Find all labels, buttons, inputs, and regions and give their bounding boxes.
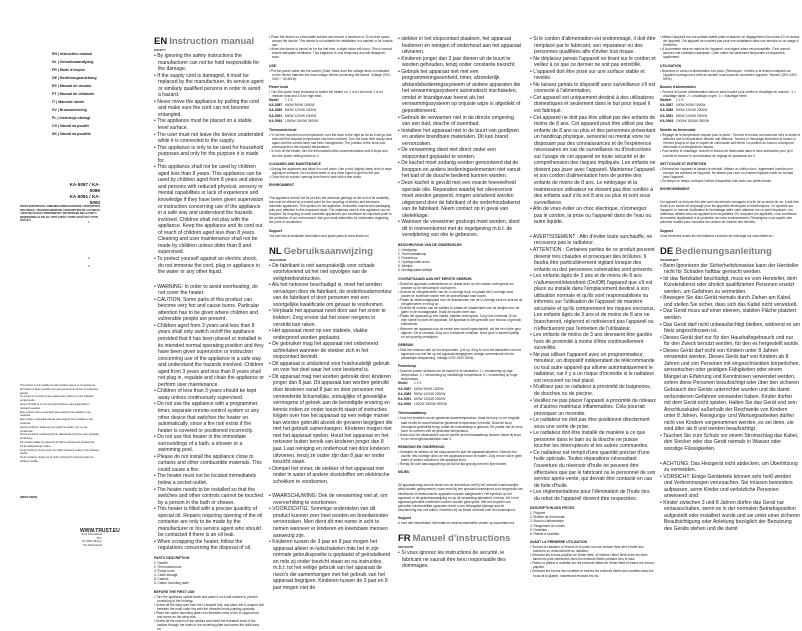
- spacer: [398, 525, 523, 533]
- safety-bullet: • CAUTION: Some parts of this product can become very hot and cause burns. Particular attention has to be given where children and vulnerable people are present.: [154, 297, 264, 323]
- language-index-item: CS | Návod na použití: [52, 124, 89, 128]
- weee-number: (WEEE 80820): [20, 496, 38, 499]
- safety-bullet: • Dit apparaat is uitsluitend voor huishoudelijk gebruik en voor het doel waar het voor bestemd is.: [269, 361, 393, 374]
- safety-bullet: • Gebruik de verwarmer niet in de directe omgeving van een bad, douche of zwembad.: [398, 115, 523, 128]
- safety-bullet: • N'utilisez pas ce radiateur à proximité de baignoires, de douches ou de piscine.: [530, 384, 656, 397]
- section-title: [269, 246, 393, 257]
- instruction-bullet: • Tournez le radiateur à l'envers et le poser sur une surface lisse afin d'éviter des traînures ou renfoncement au radiateur.: [530, 545, 656, 553]
- body-text: U kunt alle beschikbare informatie en reserveonderdelen vinden op www.trister.eu!: [398, 521, 515, 525]
- body-text: 5. Wieltjes: [398, 264, 413, 269]
- body-text: You can find all available information and spare parts at www.trister.eu!: [269, 233, 369, 238]
- language-code: FR: [398, 533, 411, 545]
- body-text: 4. Opbergruimte snoer: [398, 260, 430, 265]
- spacer: [530, 226, 656, 234]
- model-cell: KA-5087: [660, 103, 674, 108]
- body-text: 6. Castor mounting plate: [154, 581, 189, 586]
- safety-bullet: • This appliance shall not be used by children aged less than 8 years. This appliance can be used by children aged from 8 years and above and persons with reduced physical, sensory or mental capabilities or lack of experience and knowledge if they have been given supervision or instruction concerning use of the appliance in a safe way and understand the hazards involved. Children shall not play with the appliance. Keep the appliance and its cord out of reach of children aged less than 8 years. Cleaning and user maintenance shall not be made by children unless older than 8 and supervised.: [154, 164, 264, 256]
- body-text: Vous trouverez toutes les informations et pièces de rechange sur www.trister.eu !: [660, 233, 775, 238]
- subsection-heading: BESCHRIJVING VAN DE ONDERDELEN: [398, 242, 462, 247]
- instruction-bullet: • Sluit het netsnoer aan op het stopcontact. (Let op: Zorg er voor het aansluiten van het apparaat voor dat het op het apparaat aangegeven voltage overeenkomt met de plaatselijke netspanning. Voltage 220V-240V 50Hz).: [398, 348, 523, 360]
- spacer: [154, 276, 264, 284]
- instruction-bullet: • Placez la platine à roulettes sur les embouts filetés de l'étrier fileté et vissez les écrous-papillon.: [530, 561, 656, 569]
- subsection-heading: MILIEU: [398, 470, 410, 475]
- safety-bullet: • Als het netsnoer beschadigd is, moet het worden vervangen door de fabrikant, de onderhoudsmonteur van de fabrikant of door personen met een soortgelijke kwalificatie om gevaar te voorkomen.: [269, 282, 393, 308]
- body-text: 6. Platine à roulettes: [530, 531, 560, 536]
- language-index-item: FR | Mode d'emploi: [52, 68, 85, 72]
- wattage-cell: 800W 1200W 2000W: [285, 113, 317, 118]
- subsection-heading: USE: [269, 63, 276, 68]
- body-text: 6. Montageplaat wieltjes: [398, 268, 433, 273]
- column-fr-de: [660, 35, 800, 533]
- instruction-bullet: • Place the device on a flat stable surface and ensure a minimum of 10 cm free space around the device. This device is not suitable for installation in a cabinet or for outside use.: [269, 35, 393, 47]
- safety-bullet: • Veuillez ne pas placer l'appareil à proximité de rideaux et d'autres matériaux inflammables. Cela pourrait provoquer un incendie.: [530, 398, 656, 418]
- safety-bullet: • This heater is filled with a precise quantity of special oil. Repairs requiring opening of the oil container are only to be made by the manufacturer or his service agent who should be contacted if there is an oil leak.: [154, 506, 264, 539]
- column-fr: [530, 36, 656, 578]
- power-table: [269, 98, 393, 124]
- model-cell: Modèle: [660, 98, 672, 103]
- wattage-cell: 1 2 3: [285, 98, 293, 103]
- model-cell: Model: [269, 98, 279, 103]
- section-title: [398, 533, 523, 544]
- power-table-row: [398, 402, 523, 407]
- language-index-item: SK | Návod na použitie: [52, 132, 91, 136]
- safety-bullet: • De verwarming dient niet direct onder een stopcontact geplaatst te worden.: [398, 147, 523, 160]
- subsection-heading: Support: [269, 228, 282, 233]
- usage-note: Questo prodotto è adatto solo per spazi ben isolati o per un uso occasionale.: [20, 425, 88, 433]
- subsection-heading: Support: [398, 516, 411, 520]
- parts-description-heading: PARTS DESCRIPTION / ONDERDELENBESCHRIJVING / DESCRIPTION DES PIÈCES / TEILEBESCHREIBUNG / DESCRIPCIÓN DE LAS PIEZAS / DESCRIÇÃO DOS COMPONENTES / DESCRIZIONE DELLE PARTI / BESKRIVNING AV DELAR / OPIS CZĘŚCI / POPIS SOUČÁSTÍ / POPIS SÚČASTÍ: [20, 205, 100, 223]
- body-text: 1. Handgreep: [398, 247, 418, 252]
- instruction-bullet: • Put the power cable into the socket. (Note: Make sure the voltage which is indicated on the device matches the local voltage before connecting the device. Voltage 220V-240V ~ 50-60Hz).: [269, 69, 393, 81]
- instruction-bullet: • Plaats de wielmontageplaat over de draadeinden van de U-vormige bout en schroef de vleugelmoeren er terug op.: [398, 298, 523, 306]
- safety-bullet: • De gebruiker mag het apparaat niet onbeheerd achterlaten wanneer de stekker zich in het stopcontact bevindt.: [269, 341, 393, 361]
- power-table: [398, 381, 523, 407]
- safety-bullet: • Si le cordon d'alimentation est endommagé, il doit être remplacé par le fabricant, son réparateur ou des personnes qualifiées afin d'éviter tout risque.: [530, 36, 656, 56]
- model-cell: KA-5093: [398, 402, 412, 407]
- safety-bullet: • By ignoring the safety instructions the manufacturer can not be hold responsible for the damage.: [154, 53, 264, 73]
- safety-bullet: • Kinder zwischen 3 und 8 Jahren dürfen das Gerät nur ein/ausschalten, wenn es in der normalen Betriebsposition aufgestellt oder installiert wurde und sie unter einer sicheren Beaufsichtigung oder Anleitung bezüglich der Benutzung des Geräts stehen und die damit: [660, 500, 800, 533]
- subsection-heading: Power knob: [269, 84, 289, 89]
- safety-bullet: • Cet appareil ne doit pas être utilisé par des enfants de moins de 8 ans. Cet appareil peut être utilisé par des enfants de 8 ans ou plus et des personnes présentant un handicap physique, sensoriel ou mental voire ne disposant pas des connaissances et de l'expérience nécessaires en cas de surveillance ou d'instructions sur l'usage de cet appareil en toute sécurité et de compréhension des risques impliqués. Les enfants ne doivent pas jouer avec l'appareil. Maintenez l'appareil et son cordon d'alimentation hors de portée des enfants de moins de 8 ans. Le nettoyage et la maintenance utilisateur ne doivent pas être confiés à des enfants sauf s'ils ont 8 ans ou plus et sont sous surveillance.: [530, 115, 656, 207]
- model-cell: KA-5093: [269, 118, 283, 123]
- model-cell: KA-5087: [269, 103, 283, 108]
- address-line: Trust International B.V.: [81, 533, 102, 540]
- safety-bullet: • stekker in het stopcontact plaatsen, het apparaat bedienen en reinigen of onderhoud aan het apparaat uitvoeren.: [398, 36, 523, 56]
- safety-bullet: • Children aged from 3 years and less than 8 years shall only switch on/off the appliance provided that it has been placed or installed in its intended normal operating position and they have been given supervision or instruction concerning use of the appliance in a safe way and understand the hazards involved. Children aged from 3 years and less than 8 years shall not plug in, regulate and clean the appliance or perform user maintenance.: [154, 323, 264, 388]
- body-text: 4. Rangement du cordon: [530, 523, 566, 528]
- instruction-bullet: • Dévissez les écrous des roulettes et insérez les embouts filetés des roulettes dans les trous de la platine, maintenant revissez les vis.: [530, 569, 656, 577]
- safety-bullet: • Ne pas utiliser l'appareil avec un programmateur, minuteur, un dispositif indépendant de télécommande ou tout autre appareil qui allume automatiquement le radiateur, car il y a un risque d'incendie si le radiateur est recouvert ou mal placé.: [530, 352, 656, 385]
- model-cell: KA-5089: [660, 108, 674, 113]
- body-text: 3. Powerknop: [398, 256, 418, 261]
- language-index-item: IT | Manuale utente: [52, 100, 85, 104]
- safety-bullet: • De kachel moet zodanig worden gemonteerd dat de knoppen en andere bedieningselementen niet vanuit het bad of de douche bediend kunnen worden.: [398, 160, 523, 180]
- language-index-item: PT | Manual do utilizador: [52, 92, 95, 96]
- section-title-text: Instruction manual: [169, 36, 255, 47]
- body-text: 2. Thermostat knob: [154, 565, 182, 570]
- spacer: [660, 238, 800, 246]
- column-en: [154, 36, 264, 631]
- instruction-bullet: • Turn the appliance upside down and place it on a soft surface to prevent scratching of the housing.: [154, 595, 264, 603]
- instruction-bullet: • Reinig de lucht aanzuigopening van tijd tot tijd grondig met een fijne borstel.: [398, 462, 523, 466]
- safety-bullet: • Cet appareil est uniquement destiné à des utilisations domestiques et seulement dans le but pour lequel il est fabriqué.: [530, 95, 656, 115]
- instruction-bullet: • Tournez le bouton d'alimentation dans le sens horaire pour mettre le chauffage en marche : 1 = chauffage faible, 2 = chauffage moyen, 3 = chauffage élevé.: [660, 90, 800, 98]
- safety-bullet: • Afin de vous éviter un choc électrique, n'immergez pas le cordon, la prise ou l'appareil dans de l'eau ou autre liquide.: [530, 206, 656, 226]
- body-text: 3. Power knob: [154, 569, 175, 574]
- instruction-bullet: • Plaats het apparaat op een vlakke, stabiele ondergrond. Zorg voor minimaal 10 cm vrije ruimte rondom het apparaat. Dit apparaat is niet geschikt voor inbouw of gebruik buitenshuis.: [398, 314, 523, 326]
- model-cell: KA-5093: [660, 118, 674, 123]
- spacer: [269, 485, 393, 493]
- safety-bullet: • Bewegen Sie das Gerät niemals durch Ziehen am Kabel, und stellen Sie sicher, dass sich das Kabel nicht verwickelt.: [660, 295, 800, 308]
- safety-bullet: • VORSICHT: Einige Geräteteile können sehr heiß werden und Verbrennungen verursachen. Sie müssen besonders aufpassen, wenn Kinder und verletzliche Personen anwesend sind.: [660, 474, 800, 500]
- language-code: EN: [154, 36, 168, 47]
- subsection-heading: Molette du thermostat: [660, 128, 696, 133]
- instruction-bullet: • Draai voor het uitschakelen van de kachel de thermostaatknop linksom totdat hij stopt en de vermogensschakelaar naar 0.: [398, 433, 523, 441]
- body-text: 5. Castors: [154, 577, 169, 582]
- subsection-heading: GEBRUIK: [398, 342, 414, 347]
- figure-number: 1: [88, 220, 90, 224]
- usage-note: This product is only suitable for well insulated spaces or occasional use.: [20, 384, 97, 387]
- safety-bullet: • Wanneer de verwarmer gesloopt moet worden, dient dit in overeenkomst met de regelgeving m.b.t. de verwijdering van olie te gebeuren.: [398, 219, 523, 239]
- power-table-row: [269, 119, 393, 124]
- subsection-heading: ENVIRONMENT: [269, 182, 295, 187]
- wattage-cell: 600W 900W 1500W: [414, 386, 444, 391]
- body-text: 5. Roulettes: [530, 527, 548, 532]
- instruction-bullet: • Clean the air suction opening from time to time with a fine brush.: [269, 175, 393, 179]
- wattage-cell: 1 2 3: [676, 98, 684, 103]
- language-code: NL: [269, 245, 282, 257]
- safety-bullet: • Le radiateur ne doit pas être positionné directement sous une sortie de prise.: [530, 417, 656, 430]
- model-cell: KA-5091: [398, 397, 412, 401]
- safety-bullet: • If the supply cord is damaged, it must be replaced by the manufacturer, its service agent or similarly qualified persons in order to avoid a hazard.: [154, 73, 264, 99]
- subsection-heading: ENVIRONNEMENT: [660, 186, 690, 191]
- wattage-cell: 600W 900W 1500W: [285, 103, 315, 108]
- instruction-bullet: • Turn the power knob clockwise to switch the heater on, 1 is for low heat, 2 is for medium heat and 3 is for high heat.: [269, 90, 393, 98]
- usage-note: Dit product is alleen geschikt voor goed geïsoleerde ruimten of incidenteel gebruik.: [20, 387, 99, 395]
- wattage-cell: 800W 1200W 2000W: [676, 108, 708, 113]
- section-title-text: Gebruiksaanwijzing: [283, 245, 373, 257]
- safety-bullet: • Gebruik het apparaat niet met een programmeringseenheid, timer, afzonderlijk afstandsbedieningssysteem of andere apparaten die het verwarmingssysteem automatisch inschakelen, omdat er brandgevaar heerst als het verwarmingssysteem op onjuiste wijze is afgedekt of gepositioneerd.: [398, 69, 523, 115]
- instruction-bullet: • To set the required room temperature: turn the knob to the right as far as it will go and wait until the required temperature has been reached. Turn the knob then slowly back again until the control lamp has been extinguished. The position of the knob now corresponds to the required temperature.: [269, 133, 393, 149]
- language-index-item: PL | Instrukcja obsługi: [52, 116, 91, 120]
- safety-bullet: • Ce radiateur est rempli d'une quantité précise d'une huile spéciale. Toutes réparations nécessitant l'ouverture du réservoir d'huile ne peuvent être effectuées que par le fabricant ou le personnel de son service après-vente, qui devrait être contacté en cas de fuite d'huile.: [530, 450, 656, 489]
- subsection-heading: BEFORE THE FIRST USE: [154, 589, 195, 594]
- usage-note: Tento produkt je vhodný pouze pro dobře izolované prostory nebo občasné použití.: [20, 448, 100, 456]
- body-text: 4. Cable storage: [154, 573, 178, 578]
- instruction-bullet: • Dévissez les écrous-papillon de l'étrier fileté, et insérez l'étrier fileté entre les deux lames les plus extérieures avec les embouts filetés pointant vers le haut.: [530, 553, 656, 561]
- instruction-bullet: • Unplug the appliance and allow it to cool down. Use a soft, slightly damp cloth to wipe appliance surfaces. Do not allow water or any other liquid to get into the unit.: [269, 167, 393, 175]
- safety-bullet: • Verplaats het apparaat nooit door aan het snoer te trekken. Zorg ervoor dat het snoer nergens in verstrikt kan raken.: [269, 308, 393, 328]
- instruction-bullet: • Place the castor mounting plate over threaded ends of the U-shaped bolt and screw on the wing nuts.: [154, 611, 264, 619]
- subsection-label: SICHERHEIT: [660, 257, 679, 262]
- safety-bullet: • Dieses Gerät darf nur für den Haushaltsgebrauch und nur für den Zweck benutzt werden, für den es hergestellt wurde.: [660, 335, 800, 348]
- usage-note: Este producto solo es adecuado para espacios bien aislados o uso ocasional.: [20, 410, 91, 418]
- subsection-heading: CLEANING AND MAINTENANCE: [269, 161, 321, 166]
- safety-bullet: • Les enfants âgés de 3 ans et de moins de 8 ans n'allumeront/éteindront (On/Off) l'appareil que s'il est placé ou installé dans l'emplacement destiné à son utilisation normale et qu'ils sont responsabilisés ou informés sur l'utilisation de l'appareil de manière sécurisée et qu'ils comprennent les risques encourus. Les enfants âgés de 3 ans et de moins de 8 ans ne brancheront, régleront et nettoieront pas l'appareil ou n'effectueront pas l'entretien de l'utilisateur.: [530, 273, 656, 332]
- safety-bullet: • Please do not install the appliance close to curtains and other combustible materials. This could cause a fire.: [154, 454, 264, 474]
- safety-bullet: • Ne laissez jamais le dispositif sans surveillance s'il est connecté à l'alimentation.: [530, 82, 656, 95]
- spacer: [269, 188, 393, 196]
- subsection-heading: DESCRIPTION DES PIÈCES: [530, 506, 575, 511]
- power-table-row: [660, 119, 800, 124]
- safety-bullet: • ATTENTION : Certaines parties de ce produit peuvent devenir très chaudes et provoquer des brûlures. Il faudra être particulièrement vigilant lorsque des enfants ou des personnes vulnérables sont présents.: [530, 247, 656, 273]
- usage-note: Dieses Produkt ist nur für gut isolierte Räume oder gelegentlichen Gebrauch geeignet.: [20, 402, 90, 410]
- instruction-bullet: • Voor het instellen van de gewenste kamertemperatuur: draai de knop zo ver mogelijk naar rechts en wacht totdat de gewenste temperatuur is bereikt. Draai de knop vervolgens geleidelijk terug, totdat de controlelamp is gedoofd. De positie van de knop komt nu overeen met de gewenste temperatuur.: [398, 416, 523, 432]
- safety-bullet: • Installeer het apparaat niet in de buurt van gordijnen en andere brandbare materialen. Dit kan brand veroorzaken.: [398, 128, 523, 148]
- safety-bullet: • Kinderen jonger dan 3 jaar dienen uit de buurt te worden gehouden, tenzij onder constante toezicht.: [398, 56, 523, 69]
- safety-bullet: • Kinderen tussen de 3 jaar en 8 jaar mogen het apparaat alleen in-/uitschakelen mits het in zijn normale gebruikspositie is geplaatst of geïnstalleerd en mits zij onder toezicht staan en na instructies m.b.t. tot het veilige gebruik van het apparaat de risico's die samenhangen met het gebruik van het apparaat begrijpen. Kinderen tussen de 3 jaar en 8 jaar mogen niet de: [269, 539, 393, 591]
- subsection-heading: PARTS DESCRIPTION: [154, 556, 190, 561]
- safety-bullet: • Das Gerät muss auf einer ebenen, stabilen Fläche platziert werden.: [660, 308, 800, 321]
- model-line: KA-5091 / KA-5093: [69, 194, 100, 205]
- safety-bullet: • Le radiateur doit être installé de manière à ce que personne dans le bain ou la douche ne puisse toucher les interrupteurs et les autres commandes.: [530, 430, 656, 450]
- safety-bullet: • Do not use this heater in the immediate surroundings of a bath, a shower or a swimming pool.: [154, 434, 264, 454]
- safety-bullet: • Das Gerät darf nicht unbeaufsichtigt bleiben, während es am Netz angeschlossen ist.: [660, 322, 800, 335]
- instruction-bullet: • Schroef de vleugelmoeren van de U-vormige bout, en plaats het U-vormige bout tussen de buitenste vinnen met de schroefdraad naar boven.: [398, 290, 523, 298]
- instruction-bullet: • À la première mise en marche de l'appareil, une légère odeur est perceptible. C'est normal ; assurez une ventilation adéquate. Cette odeur est seulement temporaire et disparaîtra rapidement.: [660, 47, 800, 59]
- model-line: KA-5087 / KA-5089: [69, 182, 100, 193]
- safety-bullet: • Never move the appliance by pulling the cord and make sure the cord can not become entangled.: [154, 99, 264, 119]
- spacer: [269, 238, 393, 246]
- model-cell: KA-5091: [269, 113, 283, 118]
- safety-bullet: • Les réglementations pour l'élimination de l'huile lors du rebut de l'appareil doivent être respectées.: [530, 489, 656, 502]
- language-index-item: SV | Bruksanvisning: [52, 108, 87, 112]
- safety-bullet: • The appliance must be placed on a stable, level surface.: [154, 118, 264, 131]
- safety-bullet: • Do not use the appliance with a programmer, timer, separate remote-control system or any other device that switches the heater on automatically, since a fire risk exists if the heater is covered or positioned incorrectly.: [154, 401, 264, 434]
- body-text: This appliance should not be put into the domestic garbage at the end of its durability, but must be offered at a central point for the recycling of electric and electronic domestic appliances. This symbol on the appliance, instruction manual and packaging puts your attention to this important issue. The materials used in this appliance can be recycled. By recycling of used domestic appliances you contribute an important push to the protection of our environment. Ask your local authorities for information regarding the point of recollection.: [269, 195, 392, 225]
- instruction-bullet: • Verwijder de stekker uit het stopcontact en laat het apparaat afkoelen. Gebruik een zachte, iets vochtige doek om het apparaat schoon te maken. Zorg ervoor dat er geen water of andere vloeistof in het apparaat komt.: [398, 450, 523, 462]
- instruction-bullet: • Wanneer het apparaat voor de eerste keer wordt ingeschakeld, zal het een lichte geur afgeven. Dit is normaal. Zorg voor voldoende ventilatie. Deze geur is slechts tijdelijk en zal spoedig verdwijnen.: [398, 327, 523, 339]
- subsection-label: SAFETY: [154, 48, 166, 52]
- language-index-item: DE | Bedienungsanleitung: [52, 76, 97, 80]
- instruction-bullet: • Mettez l'appareil sur une surface stable plate et assurez un dégagement d'au moins 10 cm autour de l'appareil. Cet appareil ne convient pas pour une installation dans une armoire ou un usage à l'extérieur.: [660, 35, 800, 47]
- subsection-heading: VOORAFGAAND AAN HET EERSTE GEBRUIK: [398, 276, 472, 281]
- language-index-item: EN | Instruction manual: [52, 52, 93, 56]
- body-text: 3. Bouton d'alimentation: [530, 519, 565, 524]
- wattage-cell: 800W 1200W 2000W: [414, 397, 446, 401]
- instruction-bullet: • Draai de power rechtsom om de kachel in te schakelen: 1 = verwarming op lage temperatuur, 2 = verwarming op middelhoge temperatuur, 3 = verwarming op hoge temperatuur.: [398, 369, 523, 381]
- language-index-item: ES | Manual de usuario: [52, 84, 92, 88]
- subsection-heading: AVANT LA PREMIÈRE UTILISATION: [530, 539, 588, 544]
- body-text: 1. Handle: [154, 561, 168, 566]
- safety-bullet: • VOORZICHTIG: Sommige onderdelen van dit product kunnen zeer heet worden en brandwonden veroorzaken. Men dient dit met name in acht te nemen wanneer er kinderen en kwetsbare mensen aanwezig zijn.: [269, 506, 393, 539]
- safety-bullet: • WAARSCHUWING: Dek de verwarming niet af, om oververhitting te voorkomen.: [269, 493, 393, 506]
- website: WWW.TRUST.EU: [80, 528, 120, 534]
- subsection-heading: UTILISATION: [660, 63, 682, 68]
- model-cell: Model: [398, 381, 408, 386]
- subsection-heading: Bouton d'alimentation: [660, 84, 696, 89]
- safety-bullet: • Ist das Netzkabel beschädigt, muss es vom Hersteller, dem Kundendienst oder ähnlich qualifizierten Personen ersetzt werden, um Gefahren zu vermeiden.: [660, 276, 800, 296]
- instruction-bullet: • Screw off the nuts from the castors and insert the threaded ends of the castors through the holes in the mounting plate and screw the bolts back on.: [154, 619, 264, 631]
- safety-bullet: • Children of less than 3 years should be kept away unless continuously supervised.: [154, 388, 264, 401]
- safety-bullet: • Het apparaat moet op een stabiele, vlakke ondergrond worden geplaatst.: [269, 328, 393, 341]
- power-table: [660, 98, 800, 124]
- instruction-bullet: • Réglage de la température requise pour la pièce : Tournez le bouton au maximum vers la droite et attendez que la température désirée soit obtenue. Tournez le mesurage lentement le bouton à l'envers jusqu'à ce que le voyant de commande soit éteint. La position du bouton correspond désormais à la température requise.: [660, 133, 800, 149]
- column-en-nl: [269, 35, 393, 591]
- body-text: 2. Molette de thermostat: [530, 515, 565, 520]
- instruction-bullet: • Screw off the wing nuts from the U-shaped bolt, and place the U-shaped bolt between the most outer fins with the threaded ends pointing upwards.: [154, 603, 264, 611]
- instruction-bullet: • Draai het apparaat ondersteboven en plaats deze op een zachte ondergrond om krassen op de behuizing te voorkomen.: [398, 282, 523, 290]
- spacer: [660, 453, 800, 461]
- section-title-text: Bedienungsanleitung: [675, 245, 772, 257]
- body-text: 2. Thermostaatknop: [398, 252, 427, 257]
- safety-bullet: • When scrapping the heater, follow the regulations concerning the disposal of oil.: [154, 539, 264, 552]
- safety-bullet: • ACHTUNG: Das Heizgerät nicht abdecken, um Überhitzung zu vermeiden.: [660, 461, 800, 474]
- figure-number: 2: [88, 256, 90, 260]
- model-cell: KA-5089: [269, 108, 283, 113]
- safety-bullet: • This appliance is only to be used for household purposes and only for the purpose it is made for.: [154, 145, 264, 165]
- subsection-heading: Powerknop: [398, 364, 417, 369]
- instruction-bullet: • Schroef de moeren van de wieltjes en plaats de draadeinden van de wieltjes door de gaten in de montageplaat. Draai de bouten weer aan.: [398, 306, 523, 314]
- body-text: Cet appareil ne doit pas être jeté avec les déchets ménagers à la fin de sa durée de vie, il doit être remis à un centre de recyclage pour les appareils électriques et électroniques. Ce symbole sur l'appareil, le manuel d'utilisation et l'emballage attire votre attention sur ce point important. Les matériaux utilisés dans cet appareil sont recyclables. En recyclant vos appareils, vous contribuez de manière significative à la protection de notre environnement. Renseignez-vous auprès des autorités locales pour connaître les centres de collecte des déchets.: [660, 199, 799, 225]
- instruction-bullet: • When the device is turned on for the first time, a slight odour will occur. This is normal; ensure adequate ventilation. This fragrance is only temporary and will disappear soon.: [269, 47, 393, 59]
- instruction-bullet: • Débranchez l'appareil et laissez-le refroidir. Utilisez un chiffon doux, légèrement humide pour essuyer les surfaces de l'appareil. Ne laissez pas l'eau ou d'autres liquides entrer en contact avec l'appareil.: [660, 167, 800, 179]
- subsection-heading: NETTOYAGE ET ENTRETIEN: [660, 161, 707, 166]
- wattage-cell: 800W 1200W 2000W: [285, 108, 317, 113]
- usage-note: Ten produkt nadaje się wyłącznie do dobrze izolowanych pomieszczeń: [20, 440, 95, 444]
- subsection-heading: Support: [660, 228, 673, 233]
- model-cell: KA-5091: [660, 113, 674, 118]
- wattage-cell: 1000W 1500W 2500W: [285, 118, 319, 123]
- safety-bullet: • Dit apparaat mag niet worden gebruikt door kinderen jonger dan 8 jaar. Dit apparaat kan worden gebruikt door kinderen vanaf 8 jaar en door personen met verminderde lichamelijke, zintuiglijke of geestelijke vermogens of gebrek aan de benodigde ervaring en kennis indien ze onder toezicht staan of instructies krijgen over hoe het apparaat op een veilige manier kan worden gebruikt alsook de gevaren begrijpen die met het gebruik samenhangen. Kinderen mogen niet met het apparaat spelen. Houd het apparaat en het netsnoer buiten bereik van kinderen jonger dan 8 jaar. Laat reiniging en onderhoud niet door kinderen uitvoeren, tenzij ze ouder zijn dan 8 jaar en onder toezicht staan.: [269, 374, 393, 466]
- subsection-heading: Thermostaatknop: [398, 411, 427, 416]
- safety-bullet: • The heater needs to be installed so that the switches and other controls cannot be touched by a person in the bath or shower.: [154, 487, 264, 507]
- language-code: DE: [660, 245, 674, 257]
- safety-bullet: • Dieses Gerät darf nicht von Kindern unter 8 Jahren verwendet werden. Dieses Gerät darf von Kindern ab 8 Jahren und von Personen mit eingeschränkten körperlichen, sensorischen oder geistigen Fähigkeiten oder einem Mangel an Erfahrung und Kenntnissen verwendet werden, sofern diese Personen beaufsichtigt oder über den sicheren Gebrauch des Geräts unterrichtet wurden und die damit verbundenen Gefahren verstanden haben. Kinder dürfen mit dem Gerät nicht spielen. Halten Sie das Gerät und sein Anschlusskabel außerhalb der Reichweite von Kindern unter 8 Jahren. Reinigungs- und Wartungsarbeiten dürfen nicht von Kindern vorgenommen werden, es sei denn, sie sind älter als 8 und werden beaufsichtigt.: [660, 348, 800, 433]
- subsection-label: VEILIGHEID: [269, 257, 287, 262]
- safety-bullet: • Si vous ignorez les instructions de sécurité, le fabricant ne saurait être tenu responsable des dommages.: [398, 550, 523, 570]
- trust-footer: [80, 528, 120, 547]
- usage-note: Este produto é adequado apenas para espaços bem isolados ou uso ocasional.: [20, 418, 93, 425]
- wattage-cell: 1 2 3: [414, 381, 422, 386]
- safety-bullet: • The user must not leave the device unattended while it is connected to the supply.: [154, 132, 264, 145]
- model-cell: KA-5089: [398, 391, 412, 396]
- wattage-cell: 1000W 1500W 2500W: [676, 118, 710, 123]
- safety-bullet: • Tauchen Sie zum Schutz vor einem Stromschlag das Kabel, den Stecker oder das Gerät niemals in Wasser oder sonstige Flüssigkeiten.: [660, 433, 800, 453]
- safety-bullet: • Beim Ignorieren der Sicherheitshinweise kann der Hersteller nicht für Schäden haftbar gemacht werden.: [660, 263, 800, 276]
- safety-bullet: • L'appareil doit être posé sur une surface stable et nivelée.: [530, 69, 656, 82]
- body-text: 1. Poignée: [530, 511, 546, 516]
- subsection-heading: REINIGING EN ONDERHOUD: [398, 444, 445, 449]
- safety-bullet: • Dompel het snoer, de stekker of het apparaat niet onder in water of andere vloeistoffen om elektrische schokken te voorkomen.: [269, 466, 393, 486]
- safety-bullet: • Les enfants de moins de 3 ans devraient être gardés hors de proximité à moins d'être continuellement surveillés.: [530, 332, 656, 352]
- subsection-heading: Thermostat knob: [269, 128, 297, 133]
- instruction-bullet: • De temps en temps, nettoyez l'orifice d'aspiration d'air avec une petite brosse.: [660, 179, 800, 183]
- section-title: [154, 36, 264, 47]
- language-index-item: NL | Gebruiksaanwijzing: [52, 60, 94, 64]
- wattage-cell: 800W 1200W 2000W: [676, 113, 708, 118]
- spacer: [660, 192, 800, 200]
- instruction-bullet: • Pour arrêter le chauffage, tournez le bouton de thermostat dans le sens antihoraire pour qu'il s'arrête et tournez le commutateur de réglage de puissance sur 0.: [660, 149, 800, 157]
- subsection-label: SÉCURITÉ: [398, 545, 414, 550]
- figure-number: 3: [88, 264, 90, 268]
- column-nl-fr: [398, 36, 523, 570]
- usage-note: Ce produit ne convient qu'aux espaces bien isolés ou à une utilisation occasionnelle.: [20, 395, 94, 403]
- section-title-text: Manuel d'instructions: [412, 533, 511, 545]
- spacer: [398, 475, 523, 483]
- wattage-cell: 1000W 1500W 2500W: [414, 402, 448, 407]
- language-index: [52, 50, 102, 138]
- safety-bullet: • Deze kachel is gevuld met een exacte hoeveelheid speciale olie. Reparaties waarbij het oliereservoir moet worden geopend, mogen uitsluitend worden uitgevoerd door de fabrikant of de onderhoudsdienst van de fabrikant. Neem contact op in geval van olielekkage.: [398, 180, 523, 219]
- safety-bullet: • Ne déplacez jamais l'appareil en tirant sur le cordon et veillez à ce que ce dernier ne soit pas entortillé.: [530, 56, 656, 69]
- usage-note: Tento produkt je vhodný len do dobre izolovaných priestorov alebo na občasné použitie.: [20, 456, 94, 463]
- instruction-bullet: • Branchez le cordon d'alimentation à la prise. (Remarque : Vérifiez si la tension indiquée sur l'appareil correspond à celle du secteur local avant de connecter l'appareil. Tension 220V-240V 50Hz).: [660, 69, 800, 81]
- wattage-cell: 600W 900W 1500W: [676, 103, 706, 108]
- address-line: NL 5000 Tilburg | The Netherlands: [82, 540, 102, 547]
- model-cell: KA-5087: [398, 386, 412, 391]
- safety-bullet: • The heater must not be located immediately below a socket-outlet.: [154, 473, 264, 486]
- usage-note: lub do okazjonalnego użytku.: [20, 444, 51, 448]
- body-text: Dit apparaat mag aan het einde van de levensduur niet bij het normale huishoudelijke afval worden gedeponeerd, maar moet bij een speciaal inzamelpunt voor hergebruik van elektrische en elektronische apparaten worden aangeboden. Het symbool op het apparaat, in de gebruiksaanwijzing en op de verpakking attendeert u hierop. De in het apparaat gebruikte materialen kunnen worden gerecycled. Met het recyclen van gebruikte huishoudelijke apparaten levert u een belangrijke bijdrage aan de bescherming van ons milieu. Informeer bij uw lokale overheid over het inzamelpunt.: [398, 483, 523, 512]
- usage-note: Denna produkt är endast lämplig för välisolerade utrymmen eller sporadisk användning.: [20, 433, 99, 441]
- instruction-bullet: • To turn off the heater, turn the thermostat button counterclockwise until it stops and turn the power setting button to 0.: [269, 149, 393, 157]
- safety-bullet: • To protect yourself against an electric shock, do not immerse the cord, plug or appliance in the water or any other liquid.: [154, 256, 264, 276]
- section-title: [660, 246, 800, 257]
- safety-bullet: • De fabrikant is niet aansprakelijk voor schade voortvloeiend uit het niet opvolgen van de veiligheidsinstructies.: [269, 263, 393, 283]
- wattage-cell: 800W 1200W 2000W: [414, 391, 446, 396]
- usage-notes: [20, 384, 100, 464]
- safety-bullet: • AVERTISSEMENT : Afin d'éviter toute surchauffe, ne recouvrez pas le radiateur.: [530, 234, 656, 247]
- safety-bullet: • WARNING: In order to avoid overheating, do not cover the heater.: [154, 284, 264, 297]
- model-numbers: [60, 182, 100, 206]
